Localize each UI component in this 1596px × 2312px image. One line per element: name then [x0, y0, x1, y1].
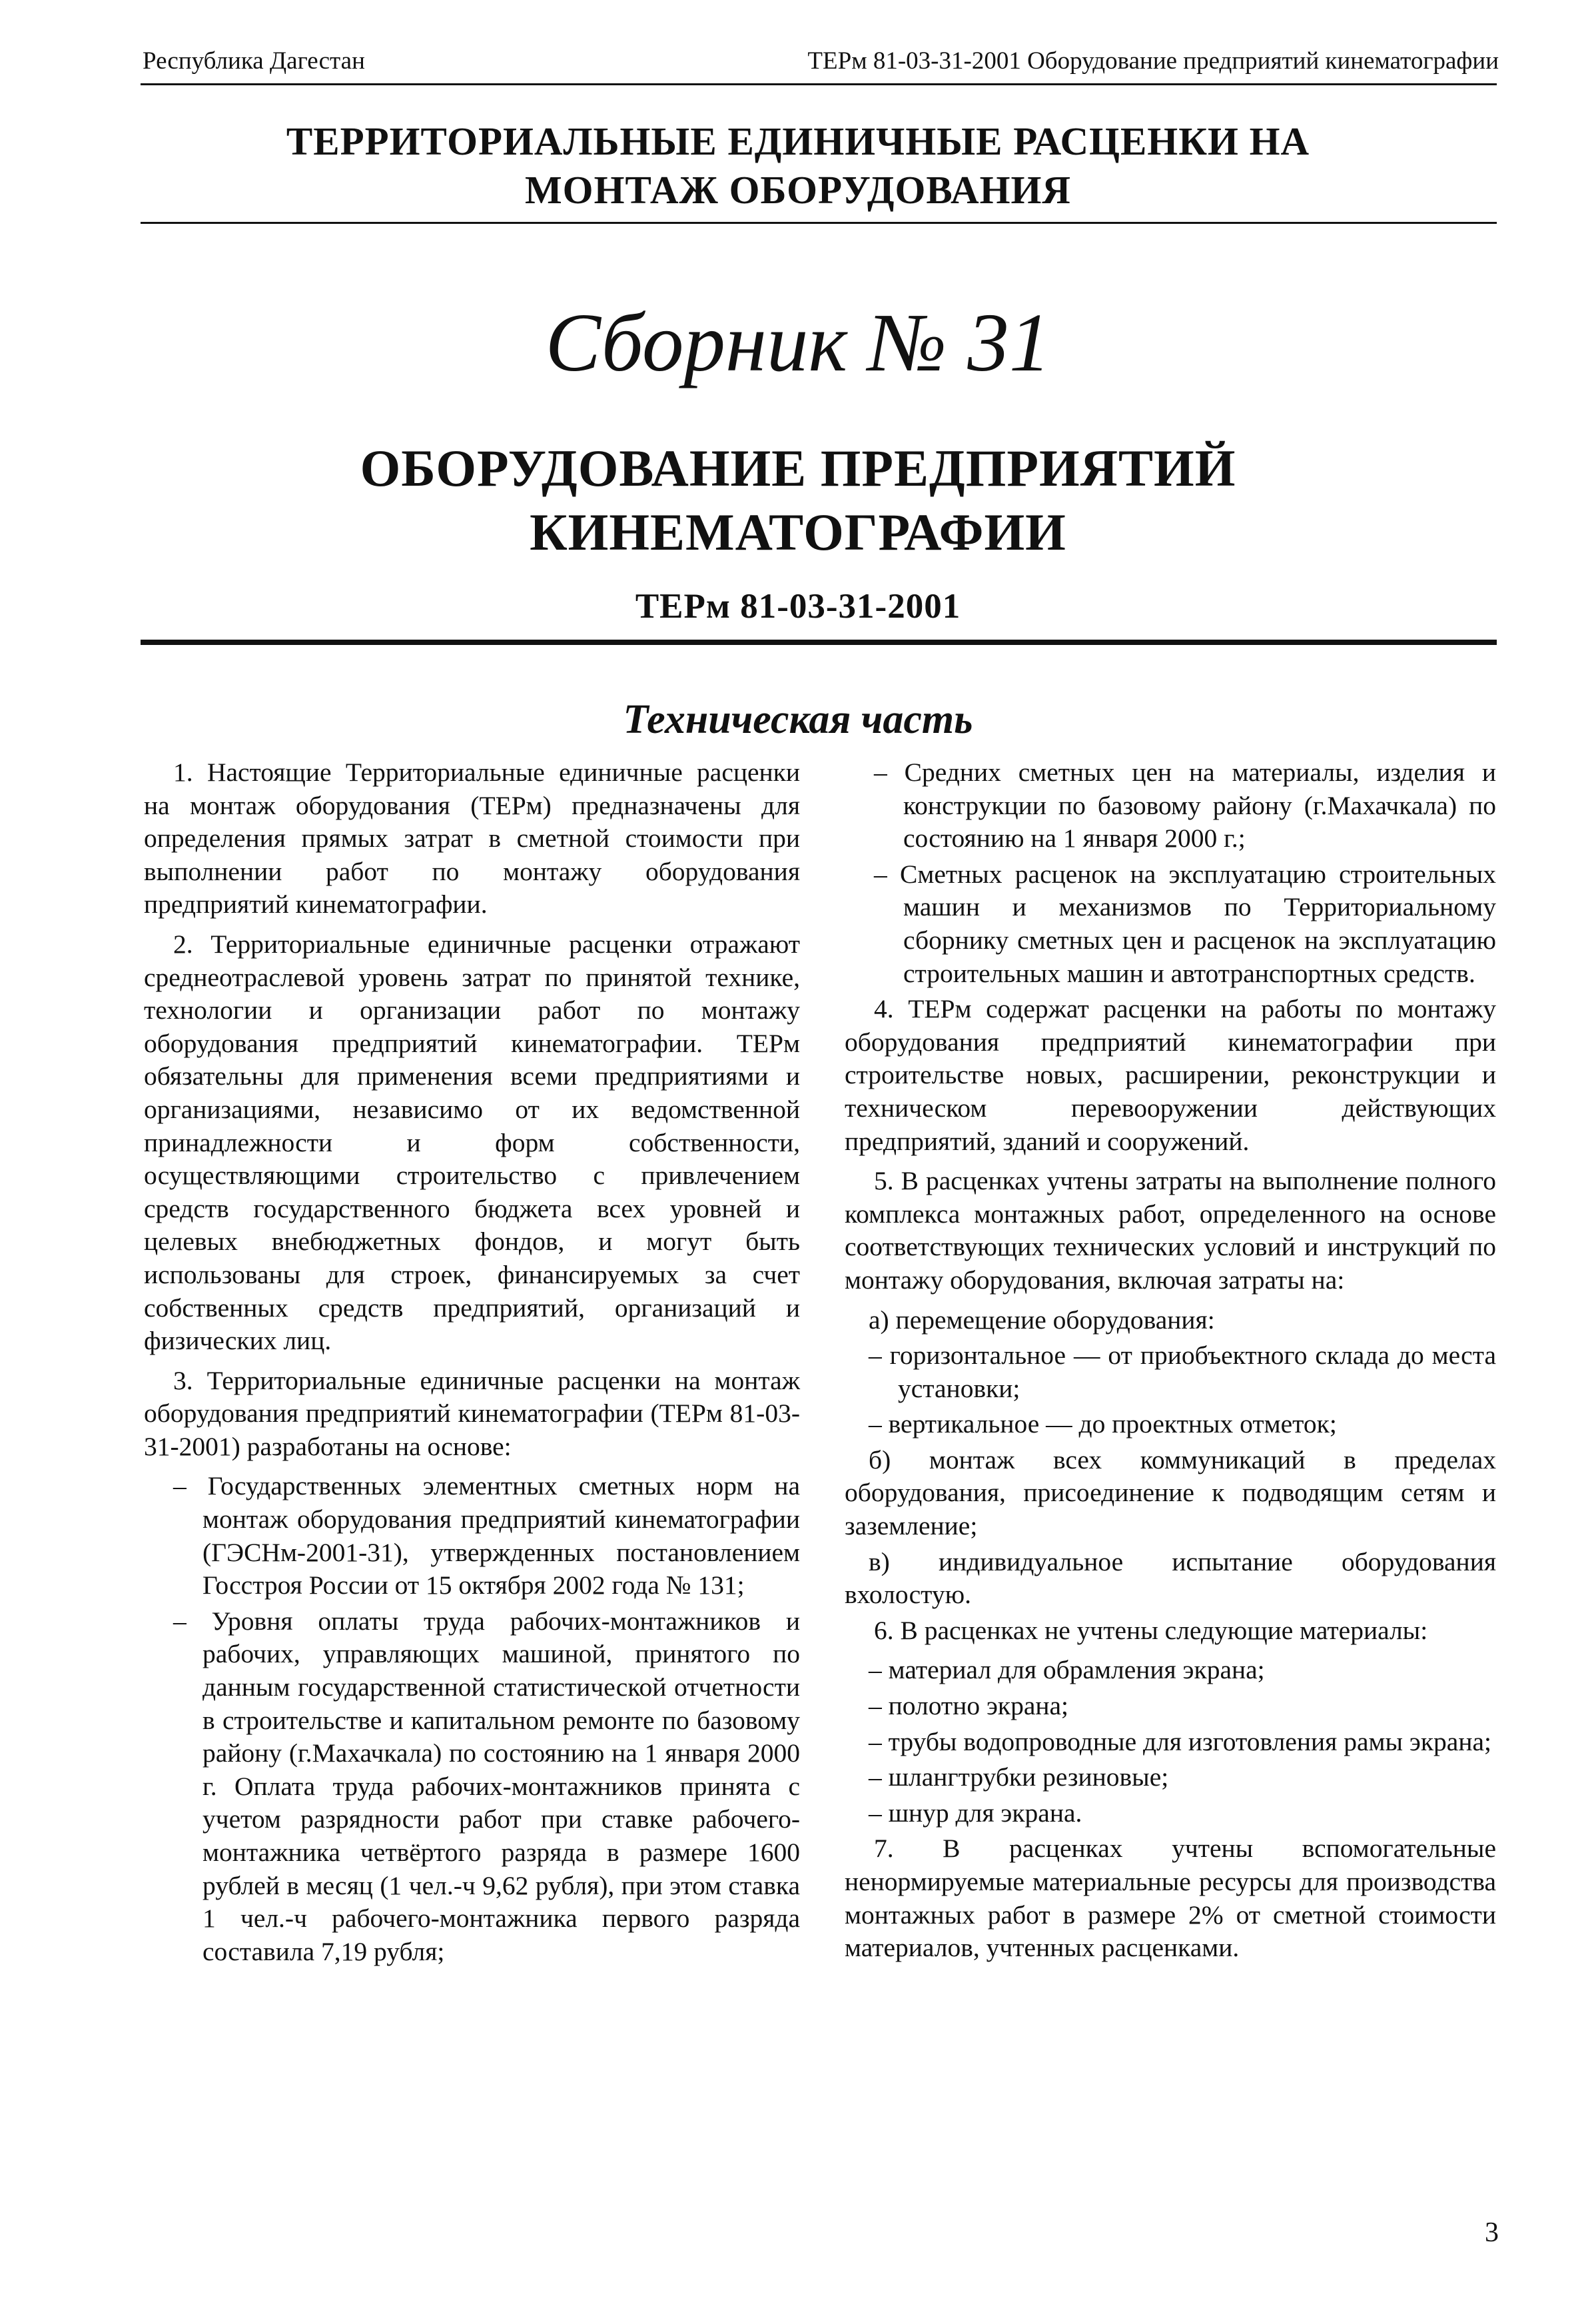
- cost-item-c: в) индивидуальное испытание оборудования вхолостую.: [845, 1546, 1496, 1610]
- document-code: ТЕРм 81-03-31-2001: [635, 587, 961, 626]
- title-rule: [141, 222, 1497, 224]
- collection-number: Сборник № 31: [545, 297, 1051, 389]
- basis-item-1: – Государственных элементных сметных норм на монтаж оборудования предприятий кинематографии (ГЭСНм-2001-31), утвержденных постановлением Госстроя России от 15 октября 2002 года № 131;: [173, 1471, 800, 1600]
- main-title: [0, 117, 1596, 215]
- paragraph-7: 7. В расценках учтены вспомогательные ненормируемые материальные ресурсы для производства монтажных работ в размере 2% от сметной стоимости материалов, учтенных расценками.: [845, 1834, 1496, 1963]
- material-item-4: – шлангтрубки резиновые;: [869, 1762, 1169, 1792]
- paragraph-5: 5. В расценках учтены затраты на выполнение полного комплекса монтажных работ, определенного на основе соответствующих технических условий и инструкций по монтажу оборудования, включая затраты на:: [845, 1166, 1496, 1295]
- material-item-1: – материал для обрамления экрана;: [869, 1655, 1265, 1685]
- paragraph-1: 1. Настоящие Территориальные единичные расценки на монтаж оборудования (ТЕРм) предназначены для определения прямых затрат в сметной стоимости при выполнении работ по монтажу оборудования предприятий кинематографии.: [144, 758, 800, 919]
- subject-line-2: КИНЕМАТОГРАФИИ: [530, 503, 1066, 561]
- basis-item-4: – Сметных расценок на эксплуатацию строительных машин и механизмов по Территориальному сборнику сметных цен и расценок на эксплуатацию строительных машин и автотранспортных средств.: [874, 859, 1496, 988]
- material-item-3: – трубы водопроводные для изготовления рамы экрана;: [869, 1726, 1491, 1756]
- section-title: Техническая часть: [623, 697, 973, 742]
- main-title-line-1: ТЕРРИТОРИАЛЬНЫЕ ЕДИНИЧНЫЕ РАСЦЕНКИ НА: [286, 119, 1310, 163]
- paragraph-4: 4. ТЕРм содержат расценки на работы по монтажу оборудования предприятий кинематографии при строительстве новых, расширении, реконструкции и техническом перевооружении действующих предприятий, зданий и сооружений.: [845, 994, 1496, 1156]
- header-document-code: ТЕРм 81-03-31-2001 Оборудование предприятий кинематографии: [807, 47, 1499, 75]
- material-item-2: – полотно экрана;: [869, 1691, 1069, 1721]
- material-item-5: – шнур для экрана.: [869, 1798, 1082, 1828]
- cost-item-a: а) перемещение оборудования:: [869, 1305, 1215, 1335]
- main-title-line-2: МОНТАЖ ОБОРУДОВАНИЯ: [525, 168, 1071, 212]
- header-rule: [141, 83, 1497, 85]
- paragraph-6: 6. В расценках не учтены следующие материалы:: [874, 1615, 1428, 1645]
- paragraph-2: 2. Территориальные единичные расценки отражают среднеотраслевой уровень затрат по принятой технике, технологии и организации работ по монтажу оборудования предприятий кинематографии. ТЕРм обязательны для применения всеми предприятиями и организациями, независимо от их ведомственной принадлежности и форм собственности, осуществляющими строительство с привлечением средств государственного бюджета всех уровней и целевых внебюджетных фондов, и могут быть использованы для строек, финансируемых за счет собственных средств предприятий, организаций и физических лиц.: [144, 929, 800, 1356]
- collection-subject: [0, 436, 1596, 564]
- header-region: Республика Дагестан: [143, 47, 365, 75]
- right-column: [845, 756, 1496, 1972]
- basis-item-2: – Уровня оплаты труда рабочих-монтажников и рабочих, управляющих машиной, принятого по данным государственной статистической отчетности в строительстве и капитальном ремонте по базовому району (г.Махачкала) по состоянию на 1 января 2000 г. Оплата труда рабочих-монтажников принята с учетом разрядности работ при ставке рабочего-монтажника четвёртого разряда в размере 1600 рублей в месяц (1 чел.-ч 9,62 рубля), при этом ставка 1 чел.-ч рабочего-монтажника первого разряда составила 7,19 рубля;: [173, 1606, 800, 1966]
- cost-item-b: б) монтаж всех коммуникаций в пределах оборудования, присоединение к подводящим сетям и заземление;: [845, 1445, 1496, 1541]
- code-rule: [141, 640, 1497, 645]
- left-column: [144, 756, 800, 1971]
- cost-item-a-2: – вертикальное — до проектных отметок;: [869, 1409, 1337, 1439]
- subject-line-1: ОБОРУДОВАНИЕ ПРЕДПРИЯТИЙ: [360, 439, 1236, 497]
- cost-item-a-1: – горизонтальное — от приобъектного склада до места установки;: [869, 1341, 1496, 1403]
- basis-item-3: – Средних сметных цен на материалы, изделия и конструкции по базовому району (г.Махачкала) по состоянию на 1 января 2000 г.;: [874, 758, 1496, 854]
- page-number: 3: [1485, 2217, 1499, 2248]
- paragraph-3: 3. Территориальные единичные расценки на монтаж оборудования предприятий кинематографии (ТЕРм 81-03-31-2001) разработаны на основе:: [144, 1365, 800, 1461]
